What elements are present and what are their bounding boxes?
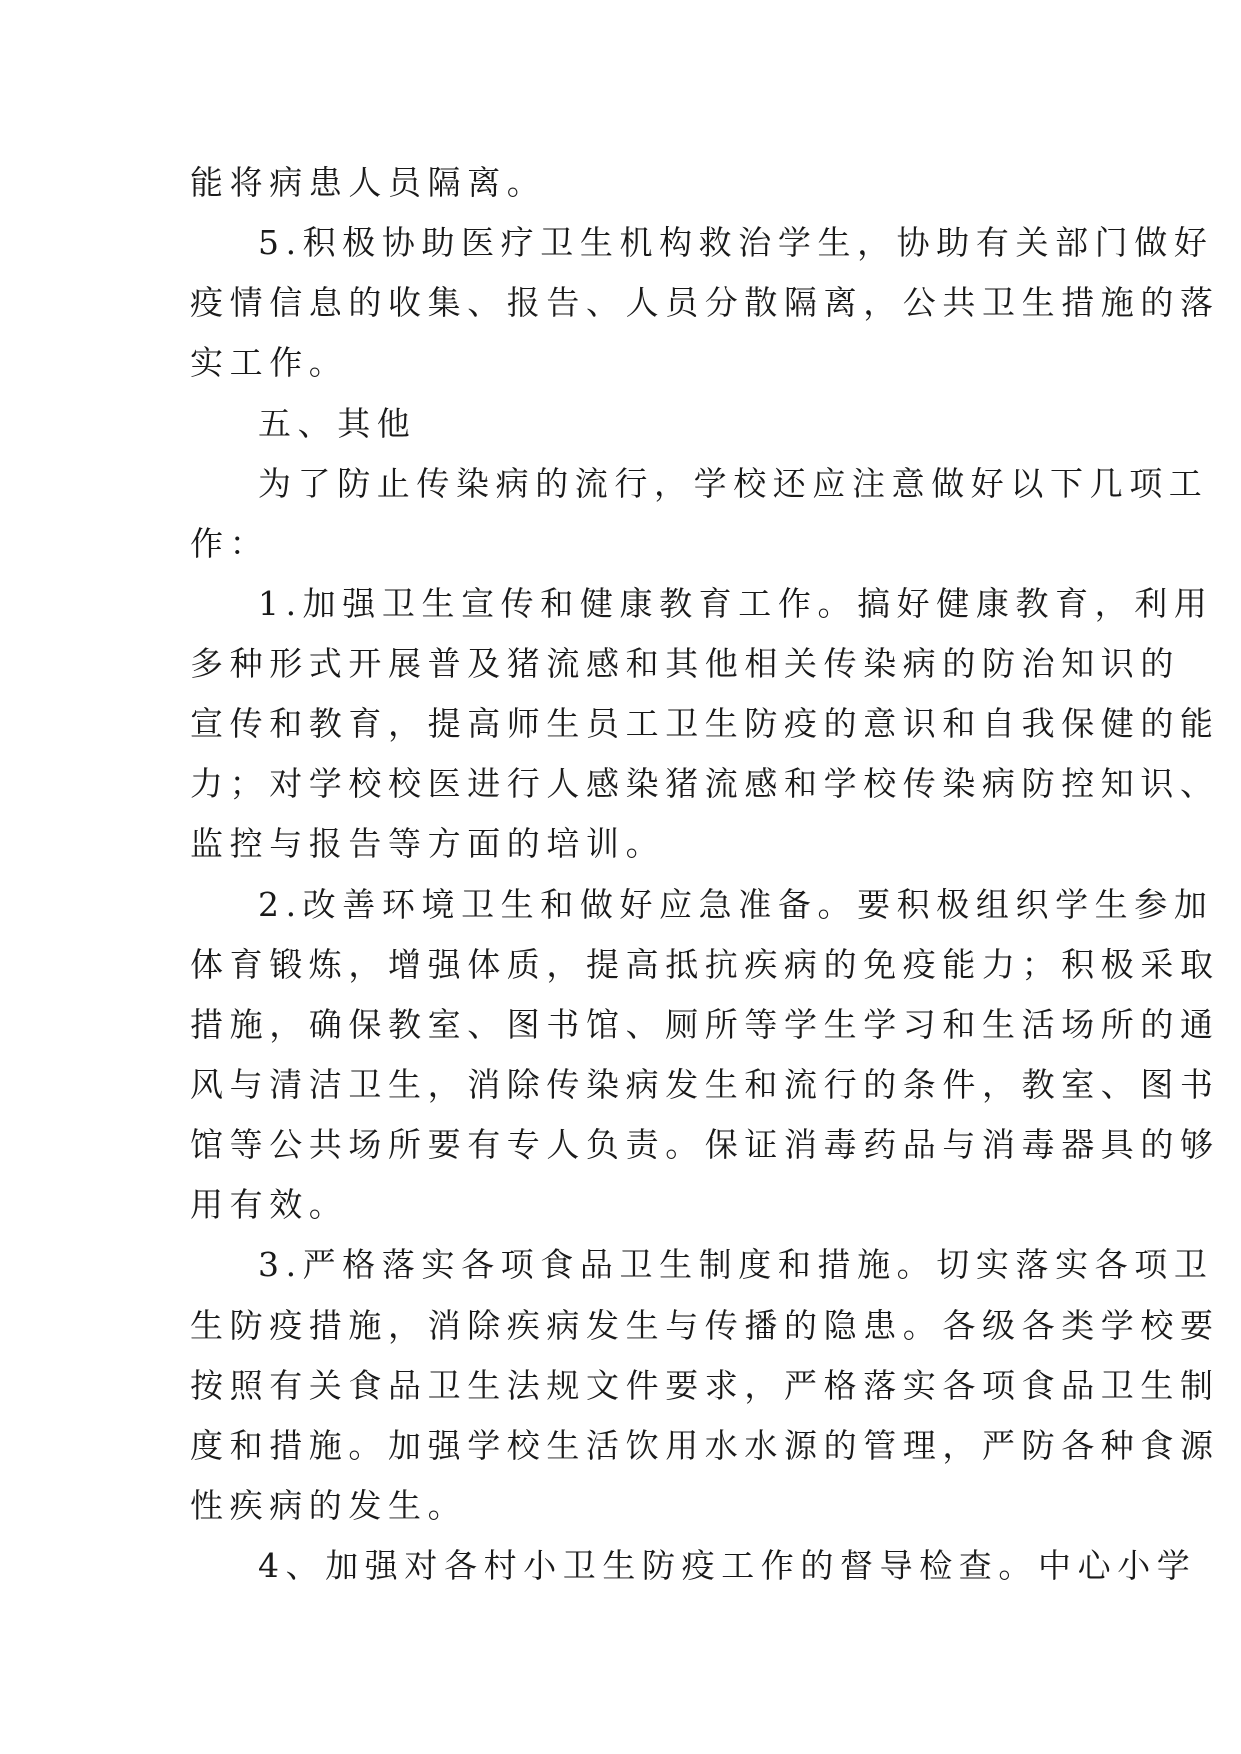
text-line: 监控与报告等方面的培训。: [190, 824, 666, 863]
text-line: 能将病患人员隔离。: [190, 163, 547, 202]
text-line: 馆等公共场所要有专人负责。保证消毒药品与消毒器具的够: [190, 1125, 1220, 1164]
text-line: 度和措施。加强学校生活饮用水水源的管理，严防各种食源: [190, 1426, 1220, 1465]
text-line: 宣传和教育，提高师生员工卫生防疫的意识和自我保健的能: [190, 704, 1220, 743]
text-line: 作：: [190, 524, 270, 563]
item-3-line: 3.严格落实各项食品卫生制度和措施。切实落实各项卫: [258, 1245, 1214, 1284]
item-2-line: 2.改善环境卫生和做好应急准备。要积极组织学生参加: [258, 885, 1214, 924]
section-heading: 五、其他: [258, 404, 417, 443]
intro-line: 为了防止传染病的流行，学校还应注意做好以下几项工: [258, 464, 1209, 503]
paragraph-5-line: 5.积极协助医疗卫生机构救治学生，协助有关部门做好: [258, 223, 1214, 262]
text-line: 性疾病的发生。: [190, 1486, 468, 1525]
text-line: 实工作。: [190, 343, 349, 382]
text-line: 多种形式开展普及猪流感和其他相关传染病的防治知识的: [190, 644, 1180, 683]
text-line: 体育锻炼，增强体质，提高抵抗疾病的免疫能力；积极采取: [190, 945, 1220, 984]
text-line: 力；对学校校医进行人感染猪流感和学校传染病防控知识、: [190, 764, 1220, 803]
item-4-line: 4、加强对各村小卫生防疫工作的督导检查。中心小学: [258, 1546, 1197, 1585]
text-line: 生防疫措施，消除疾病发生与传播的隐患。各级各类学校要: [190, 1306, 1220, 1345]
item-1-line: 1.加强卫生宣传和健康教育工作。搞好健康教育，利用: [258, 584, 1214, 623]
text-line: 按照有关食品卫生法规文件要求，严格落实各项食品卫生制: [190, 1366, 1220, 1405]
text-line: 疫情信息的收集、报告、人员分散隔离，公共卫生措施的落: [190, 283, 1220, 322]
text-line: 风与清洁卫生，消除传染病发生和流行的条件，教室、图书: [190, 1065, 1220, 1104]
text-line: 措施，确保教室、图书馆、厕所等学生学习和生活场所的通: [190, 1005, 1220, 1044]
text-line: 用有效。: [190, 1185, 349, 1224]
